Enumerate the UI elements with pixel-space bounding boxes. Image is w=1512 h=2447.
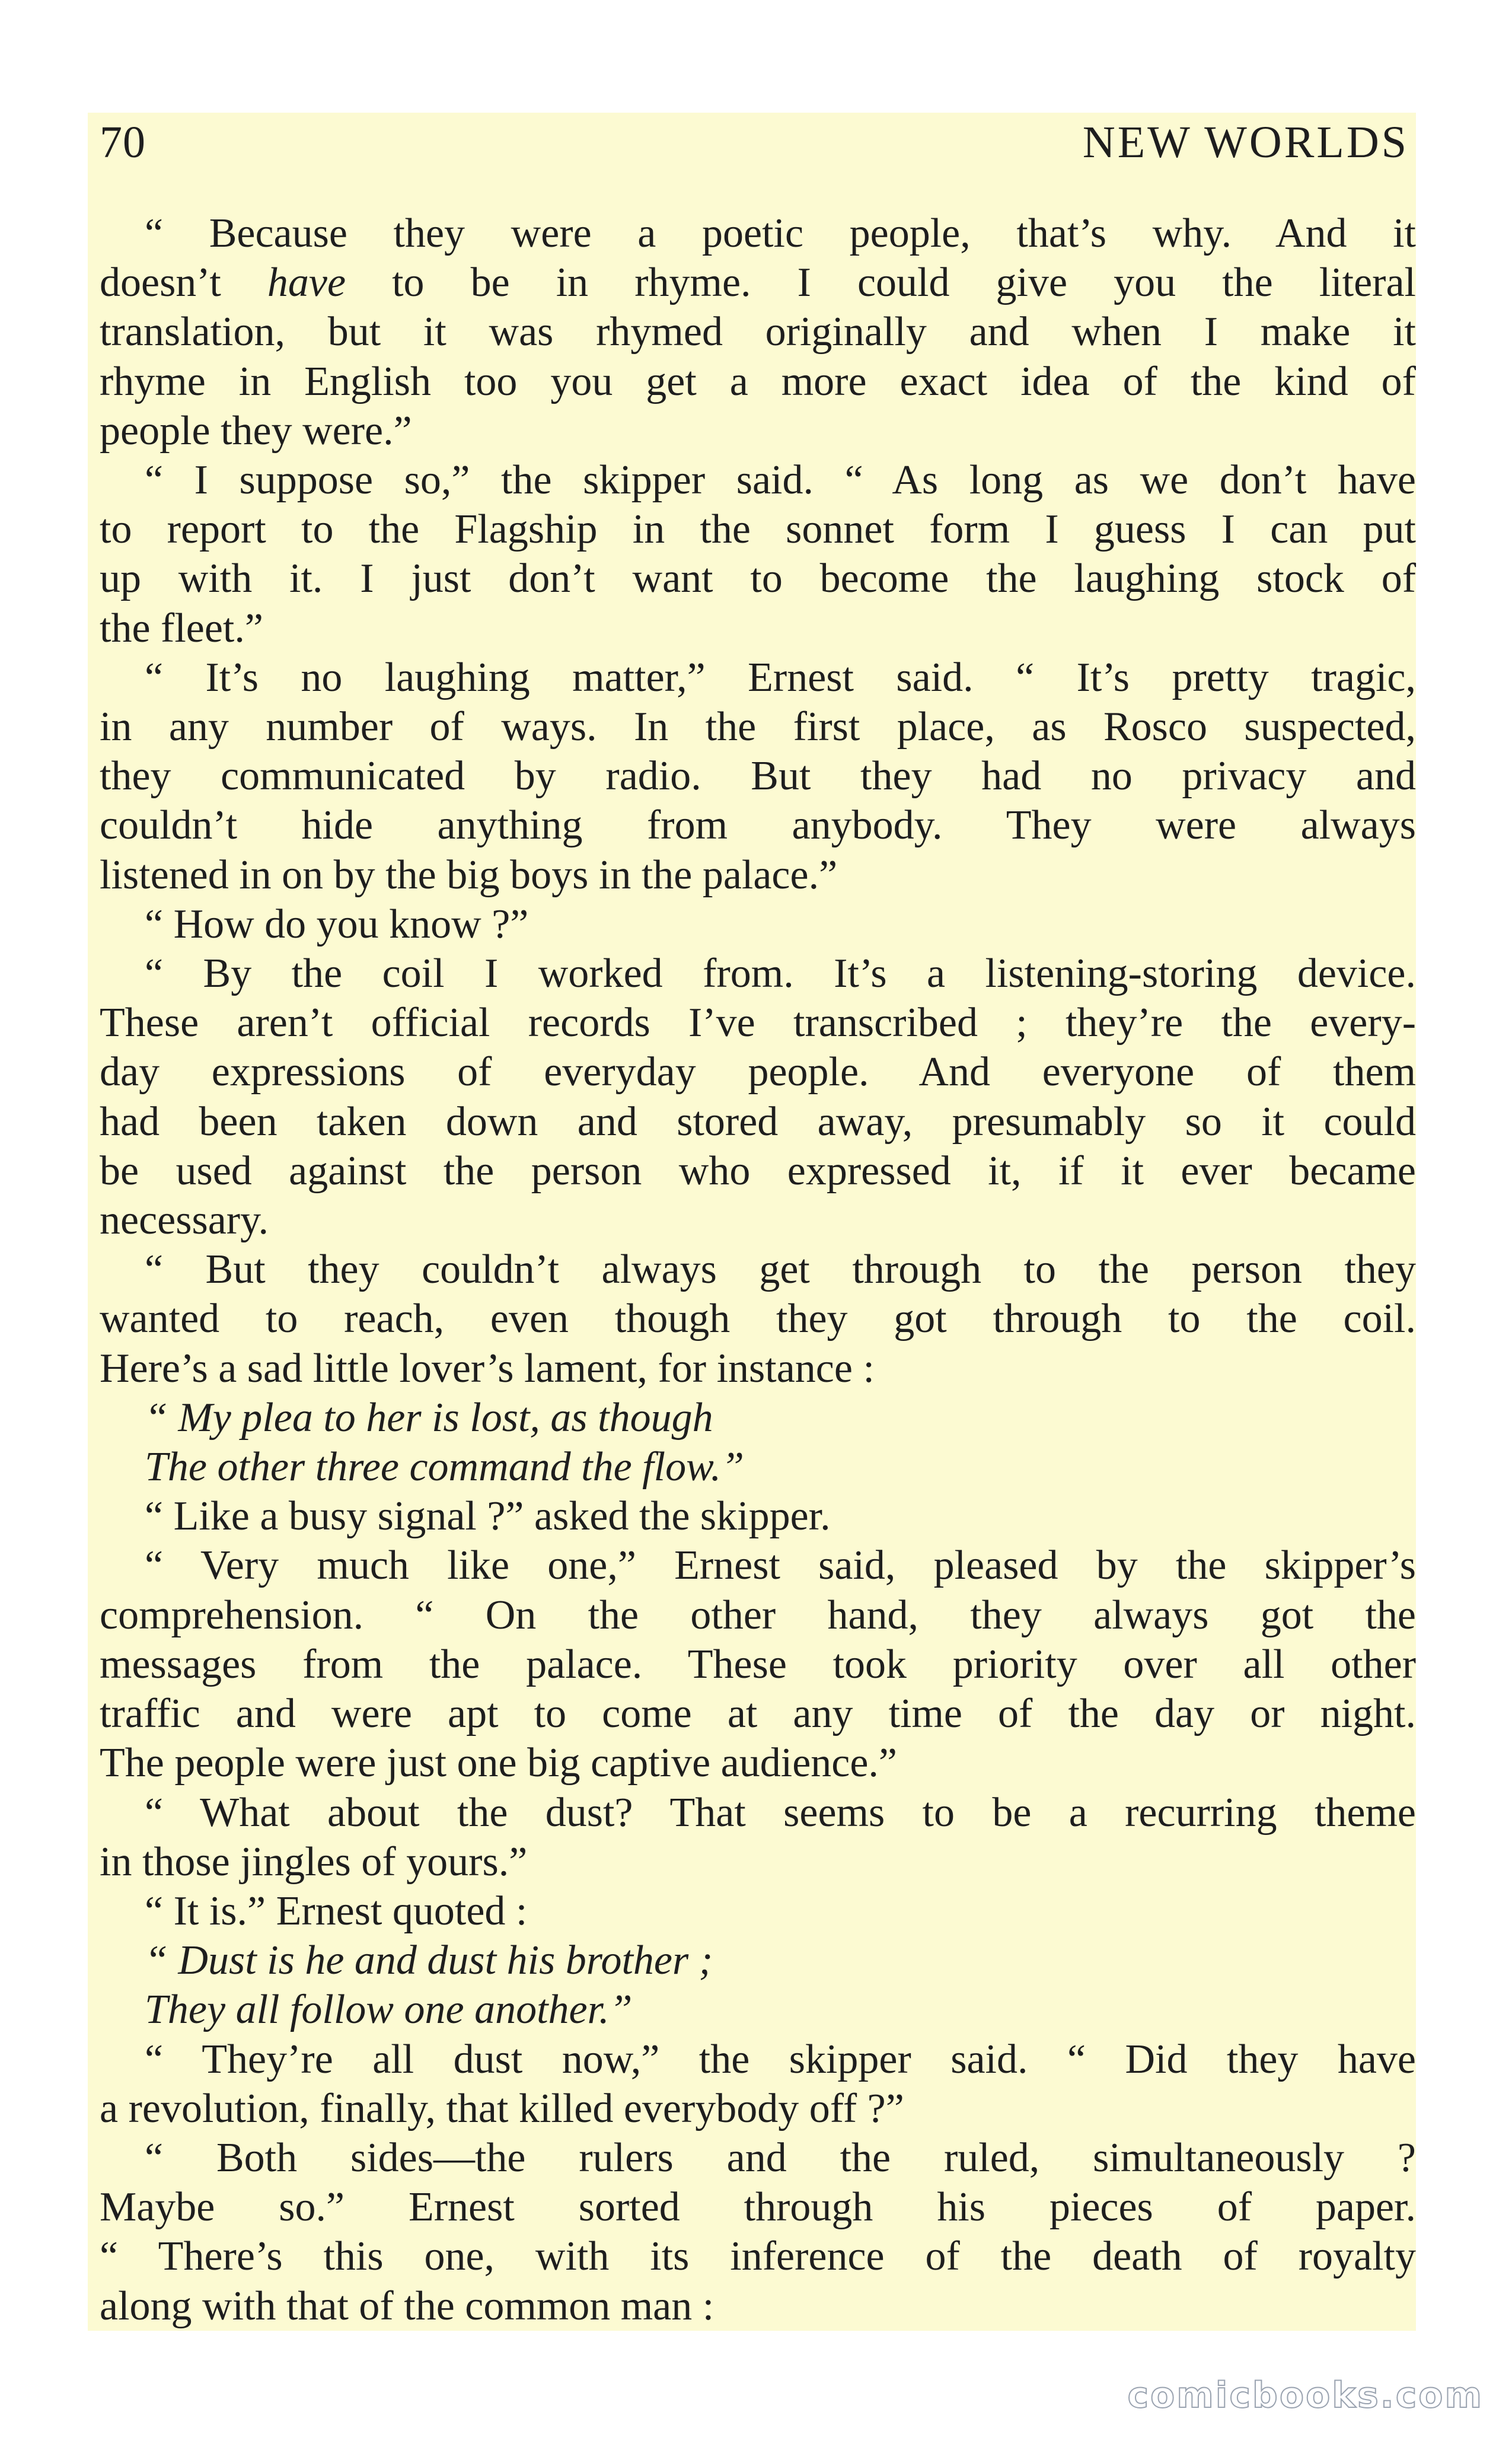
text-line: “ Like a busy signal ?” asked the skipper. xyxy=(145,1493,831,1540)
text-line: the fleet.” xyxy=(100,605,263,651)
verse-line: They all follow one another.” xyxy=(145,1987,633,2033)
text-line: “ There’s this one, with its inference of the death of royalty xyxy=(100,2233,1416,2280)
text-line: Maybe so.” Ernest sorted through his pieces of paper. xyxy=(100,2184,1416,2231)
verse-line: “ Dust is he and dust his brother ; xyxy=(145,1938,713,1984)
text-line: traffic and were apt to come at any time of the day or night. xyxy=(100,1691,1416,1737)
text-line: a revolution, finally, that killed everybody off ?” xyxy=(100,2085,904,2131)
text-line: listened in on by the big boys in the palace.” xyxy=(100,852,838,898)
text-line: wanted to reach, even though they got through to the coil. xyxy=(100,1296,1416,1342)
text-line: doesn’t have to be in rhyme. I could give you the literal xyxy=(100,260,1416,306)
text-line: The people were just one big captive audience.” xyxy=(100,1740,897,1786)
text-line: translation, but it was rhymed originally and when I make it xyxy=(100,309,1416,355)
text-line: “ They’re all dust now,” the skipper said. “ Did they have xyxy=(145,2036,1416,2082)
text-line: “ It’s no laughing matter,” Ernest said. “ It’s pretty tragic, xyxy=(145,654,1416,700)
text-line: comprehension. “ On the other hand, they always got the xyxy=(100,1592,1416,1638)
text-line: up with it. I just don’t want to become the laughing stock of xyxy=(100,556,1416,602)
text-line: “ But they couldn’t always get through to the person they xyxy=(145,1247,1416,1293)
verse-line: “ My plea to her is lost, as though xyxy=(145,1394,713,1441)
page-header xyxy=(100,113,1416,172)
text-line: “ Very much like one,” Ernest said, pleased by the skipper’s xyxy=(145,1543,1416,1589)
watermark-logo: comicbooks.com xyxy=(1127,2375,1484,2416)
text-line: rhyme in English too you get a more exact idea of the kind of xyxy=(100,358,1416,404)
verse-line: The other three command the flow.” xyxy=(145,1444,745,1490)
text-line: Here’s a sad little lover’s lament, for instance : xyxy=(100,1345,875,1391)
text-line: in those jingles of yours.” xyxy=(100,1839,528,1885)
body-text xyxy=(100,209,1416,2331)
text-line: “ It is.” Ernest quoted : xyxy=(145,1888,528,1934)
text-line: “ I suppose so,” the skipper said. “ As long as we don’t have xyxy=(145,457,1416,504)
text-line: in any number of ways. In the first place, as Rosco suspected, xyxy=(100,704,1416,750)
text-line: “ Both sides—the rulers and the ruled, simultaneously ? xyxy=(145,2134,1416,2181)
text-line: couldn’t hide anything from anybody. They were always xyxy=(100,802,1416,849)
text-line: “ What about the dust? That seems to be a recurring theme xyxy=(145,1789,1416,1836)
text-line: “ By the coil I worked from. It’s a listening-storing device. xyxy=(145,951,1416,997)
text-line: along with that of the common man : xyxy=(100,2283,714,2329)
running-title: NEW WORLDS xyxy=(1082,117,1409,167)
text-line: “ How do you know ?” xyxy=(145,901,529,947)
page-number: 70 xyxy=(100,117,146,167)
text-line: day expressions of everyday people. And everyone of them xyxy=(100,1049,1416,1095)
text-line: to report to the Flagship in the sonnet form I guess I can put xyxy=(100,506,1416,553)
text-line: These aren’t official records I’ve transcribed ; they’re the every- xyxy=(100,1000,1416,1046)
text-line: had been taken down and stored away, presumably so it could xyxy=(100,1098,1416,1145)
text-line: necessary. xyxy=(100,1197,269,1244)
text-line: “ Because they were a poetic people, that’s why. And it xyxy=(145,211,1416,256)
text-line: people they were.” xyxy=(100,407,412,454)
text-line: messages from the palace. These took priority over all other xyxy=(100,1641,1416,1687)
text-line: be used against the person who expressed it, if it ever became xyxy=(100,1148,1416,1194)
text-line: they communicated by radio. But they had no privacy and xyxy=(100,753,1416,799)
